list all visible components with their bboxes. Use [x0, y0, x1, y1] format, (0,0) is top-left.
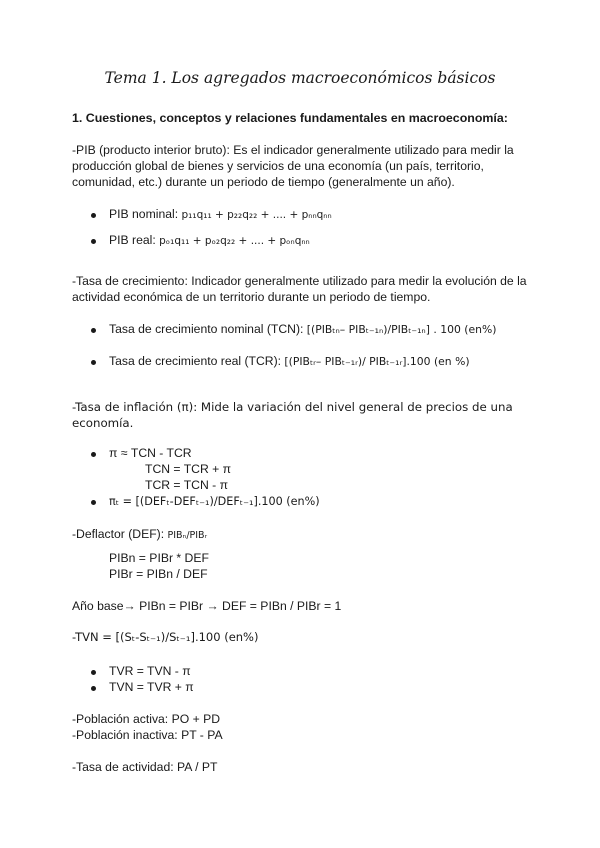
tvr-equation: TVR = TVN - π	[109, 664, 191, 678]
pib-real-item	[109, 233, 310, 247]
pib-nominal-item	[109, 207, 332, 221]
deflactor-label: -Deflactor (DEF):	[72, 527, 165, 541]
tvn-equation: TVN = TVR + π	[109, 680, 194, 694]
tcn-label: Tasa de crecimiento nominal (TCN):	[109, 322, 304, 336]
deflactor-line	[72, 527, 207, 541]
tcn-equation: TCN = TCR + π	[145, 462, 232, 476]
inflacion-approx-item	[109, 446, 192, 460]
pib-definition-line-1: -PIB (producto interior bruto): Es el indicador generalmente utilizado para medir la	[72, 143, 514, 157]
tcr-item	[109, 354, 470, 368]
anio-base: Año base→ PIBn = PIBr → DEF = PIBn / PIBr = 1	[72, 599, 342, 613]
pi-formula-item	[109, 494, 320, 508]
section-heading: 1. Cuestiones, conceptos y relaciones fundamentales en macroeconomía:	[72, 111, 508, 125]
pib-real-formula: pₒ₁q₁₁ + pₒ₂q₂₂ + .... + pₒₙqₙₙ	[159, 235, 310, 247]
pib-real-label: PIB real:	[109, 233, 156, 247]
page-title: Tema 1. Los agregados macroeconómicos básicos	[104, 69, 496, 87]
crecimiento-definition-line-1: -Tasa de crecimiento: Indicador generalmente utilizado para medir la evolución de la	[72, 274, 527, 288]
tasa-actividad: -Tasa de actividad: PA / PT	[72, 760, 218, 774]
tcn-formula: [(PIBₜₙ– PIBₜ₋₁ₙ)/PIBₜ₋₁ₙ] . 100 (en%)	[306, 323, 497, 336]
pib-nominal-label: PIB nominal:	[109, 207, 179, 221]
crecimiento-definition-line-2: actividad económica de un territorio durante un periodo de tiempo.	[72, 290, 431, 304]
pi-formula: πₜ = [(DEFₜ-DEFₜ₋₁)/DEFₜ₋₁].100 (en%)	[109, 495, 320, 508]
tvr-item	[109, 664, 191, 678]
pib-definition-line-3: comunidad, etc.) durante un periodo de tiempo (generalmente un año).	[72, 175, 455, 189]
pib-nominal-formula: p₁₁q₁₁ + p₂₂q₂₂ + .... + pₙₙqₙₙ	[181, 209, 332, 221]
inflacion-definition-line-1: -Tasa de inflación (π): Mide la variación del nivel general de precios de una	[72, 400, 513, 414]
deflactor-formula: PIBₙ/PIBᵣ	[167, 530, 208, 541]
tcn-item	[109, 322, 496, 336]
pib-definition-line-2: producción global de bienes y servicios de una economía (un país, territorio,	[72, 159, 484, 173]
tvn-item	[109, 680, 194, 694]
inflacion-definition-line-2: economía.	[72, 416, 134, 430]
tcr-formula: [(PIBₜᵣ– PIBₜ₋₁ᵣ)/ PIBₜ₋₁ᵣ].100 (en %)	[284, 355, 470, 368]
tvn-formula: -TVN = [(Sₜ-Sₜ₋₁)/Sₜ₋₁].100 (en%)	[72, 630, 259, 644]
poblacion-activa: -Población activa: PO + PD	[72, 712, 221, 726]
tcr-equation: TCR = TCN - π	[145, 478, 229, 492]
deflactor-eq-2: PIBr = PIBn / DEF	[109, 567, 208, 581]
tcr-label: Tasa de crecimiento real (TCR):	[109, 354, 282, 368]
poblacion-inactiva: -Población inactiva: PT - PA	[72, 728, 223, 742]
inflacion-approx: π ≈ TCN - TCR	[109, 446, 192, 460]
deflactor-eq-1: PIBn = PIBr * DEF	[109, 551, 209, 565]
